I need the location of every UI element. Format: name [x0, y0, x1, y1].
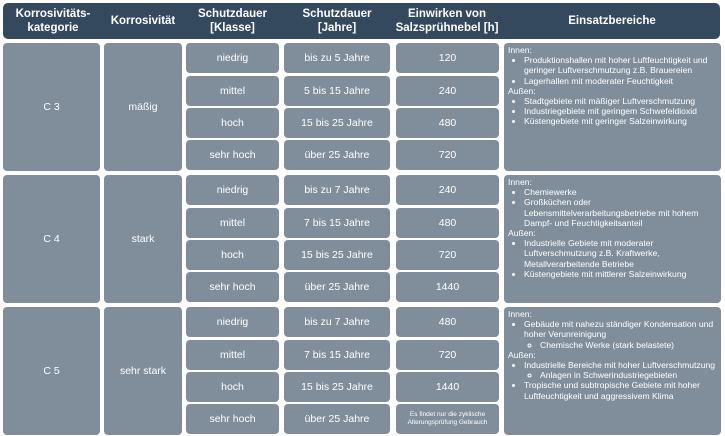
einsatz-list-item	[524, 360, 718, 380]
schutzdauer-jahre-cell: 15 bis 25 Jahre	[284, 108, 390, 138]
einsatz-list	[508, 96, 718, 127]
korrosivitaet-cell: sehr stark	[104, 307, 182, 435]
einsatz-list	[508, 55, 718, 86]
schutzdauer-klasse-cell: sehr hoch	[186, 404, 279, 434]
einsatz-list-item: • Industrielle Gebiete mit moderater Luftverschmutzung z.B. Kraftwerke, Metallverarbeitende Betriebe	[524, 238, 718, 269]
header-kategorie: Korrosivitäts- kategorie	[15, 8, 91, 34]
schutzdauer-klasse-cell: niedrig	[186, 43, 279, 73]
einsatz-list	[508, 319, 718, 350]
einsatz-list	[508, 187, 718, 228]
salzspruehnebel-cell: 240	[396, 175, 499, 205]
korrosivitaet-cell: mäßig	[104, 43, 182, 171]
schutzdauer-jahre-cell: 15 bis 25 Jahre	[284, 372, 390, 402]
schutzdauer-klasse-cell: mittel	[186, 340, 279, 370]
schutzdauer-klasse-cell: sehr hoch	[186, 272, 279, 302]
header-einsatzbereiche: Einsatzbereiche	[568, 15, 656, 27]
einsatz-list-item: • Chemiewerke	[524, 187, 718, 197]
schutzdauer-jahre-cell: 5 bis 15 Jahre	[284, 76, 390, 106]
einsatz-list-item	[524, 380, 718, 400]
salzspruehnebel-cell: 720	[396, 340, 499, 370]
header-schutzdauer-jahre: Schutzdauer [Jahre]	[302, 8, 372, 34]
salzspruehnebel-cell: 240	[396, 76, 499, 106]
einsatz-sub-list	[524, 340, 718, 350]
schutzdauer-klasse-cell: niedrig	[186, 175, 279, 205]
schutzdauer-klasse-cell: niedrig	[186, 307, 279, 337]
kategorie-cell: C 3	[3, 43, 100, 171]
schutzdauer-jahre-cell: 15 bis 25 Jahre	[284, 240, 390, 270]
schutzdauer-klasse-cell: mittel	[186, 208, 279, 238]
korrosivitaet-cell: stark	[104, 175, 182, 303]
schutzdauer-jahre-cell: bis zu 7 Jahre	[284, 307, 390, 337]
schutzdauer-klasse-cell: hoch	[186, 240, 279, 270]
einsatzbereiche-cell	[504, 175, 721, 303]
einsatz-list-item: • Großküchen oder Lebensmittelverarbeitungsbetriebe mit hohem Dampf- und Feuchtigkeitsanteil	[524, 197, 718, 228]
schutzdauer-jahre-cell: 7 bis 15 Jahre	[284, 208, 390, 238]
salzspruehnebel-cell: 720	[396, 140, 499, 170]
schutzdauer-klasse-cell: sehr hoch	[186, 140, 279, 170]
schutzdauer-jahre-cell: bis zu 7 Jahre	[284, 175, 390, 205]
einsatz-section-label: Innen:	[508, 177, 532, 187]
salzspruehnebel-cell: 720	[396, 240, 499, 270]
header-salzspruehnebel: Einwirken von Salzsprühnebel [h]	[395, 8, 499, 34]
einsatz-list-item: • Produktionshallen mit hoher Luftfeuchtigkeit und geringer Luftverschmutzung z.B. Brauereien	[524, 55, 718, 75]
salzspruehnebel-cell: 480	[396, 208, 499, 238]
einsatz-section-label: Außen:	[508, 85, 536, 96]
einsatz-sub-list	[524, 370, 718, 380]
einsatz-list-item	[524, 319, 718, 350]
einsatz-section-label: Innen:	[508, 45, 532, 55]
schutzdauer-jahre-cell: über 25 Jahre	[284, 272, 390, 302]
einsatz-sub-item: ◦ Anlagen in Schwerindustriegebieten	[540, 370, 718, 380]
einsatz-section-label: Innen:	[508, 309, 532, 319]
einsatz-section-label: Außen:	[508, 349, 536, 360]
salzspruehnebel-cell: 1440	[396, 272, 499, 302]
einsatz-item-text: Gebäude mit nahezu ständiger Kondensation und hoher Verunreinigung	[524, 319, 714, 340]
einsatz-item-text: Tropische und subtropische Gebiete mit hoher Luftfeuchtigkeit und aggressivem Klima	[524, 380, 700, 401]
einsatz-sub-item: ◦ Chemische Werke (stark belastete)	[540, 340, 718, 350]
salzspruehnebel-cell: 480	[396, 108, 499, 138]
einsatz-item-text: Industrielle Bereiche mit hoher Luftverschmutzung	[524, 360, 716, 371]
schutzdauer-jahre-cell: bis zu 5 Jahre	[284, 43, 390, 73]
schutzdauer-klasse-cell: hoch	[186, 372, 279, 402]
einsatzbereiche-cell	[504, 43, 721, 171]
einsatz-list-item: • Stadtgebiete mit mäßiger Luftverschmutzung	[524, 96, 718, 106]
schutzdauer-jahre-cell: über 25 Jahre	[284, 140, 390, 170]
salzspruehnebel-cell: 1440	[396, 372, 499, 402]
einsatz-section-label: Außen:	[508, 228, 536, 239]
salzspruehnebel-cell: 480	[396, 307, 499, 337]
schutzdauer-jahre-cell: über 25 Jahre	[284, 404, 390, 434]
header-schutzdauer-klasse: Schutzdauer [Klasse]	[197, 8, 267, 34]
einsatzbereiche-cell	[504, 307, 721, 435]
kategorie-cell: C 4	[3, 175, 100, 303]
salzspruehnebel-cell: Es findet nur die zyklische Alterungsprüfung Gebrauch	[396, 404, 499, 434]
schutzdauer-klasse-cell: mittel	[186, 76, 279, 106]
schutzdauer-klasse-cell: hoch	[186, 108, 279, 138]
einsatz-list-item: • Lagerhallen mit moderater Feuchtigkeit	[524, 76, 718, 86]
salzspruehnebel-cell: 120	[396, 43, 499, 73]
schutzdauer-jahre-cell: 7 bis 15 Jahre	[284, 340, 390, 370]
header-korrosivitaet: Korrosivität	[110, 15, 176, 27]
einsatz-list-item: • Küstengebiete mit geringer Salzeinwirkung	[524, 116, 718, 126]
einsatz-list-item: • Industriegebiete mit geringem Schwefeldioxid	[524, 106, 718, 116]
einsatz-list	[508, 238, 718, 279]
einsatz-list	[508, 360, 718, 401]
kategorie-cell: C 5	[3, 307, 100, 435]
einsatz-list-item: • Küstengebiete mit mittlerer Salzeinwirkung	[524, 269, 718, 279]
